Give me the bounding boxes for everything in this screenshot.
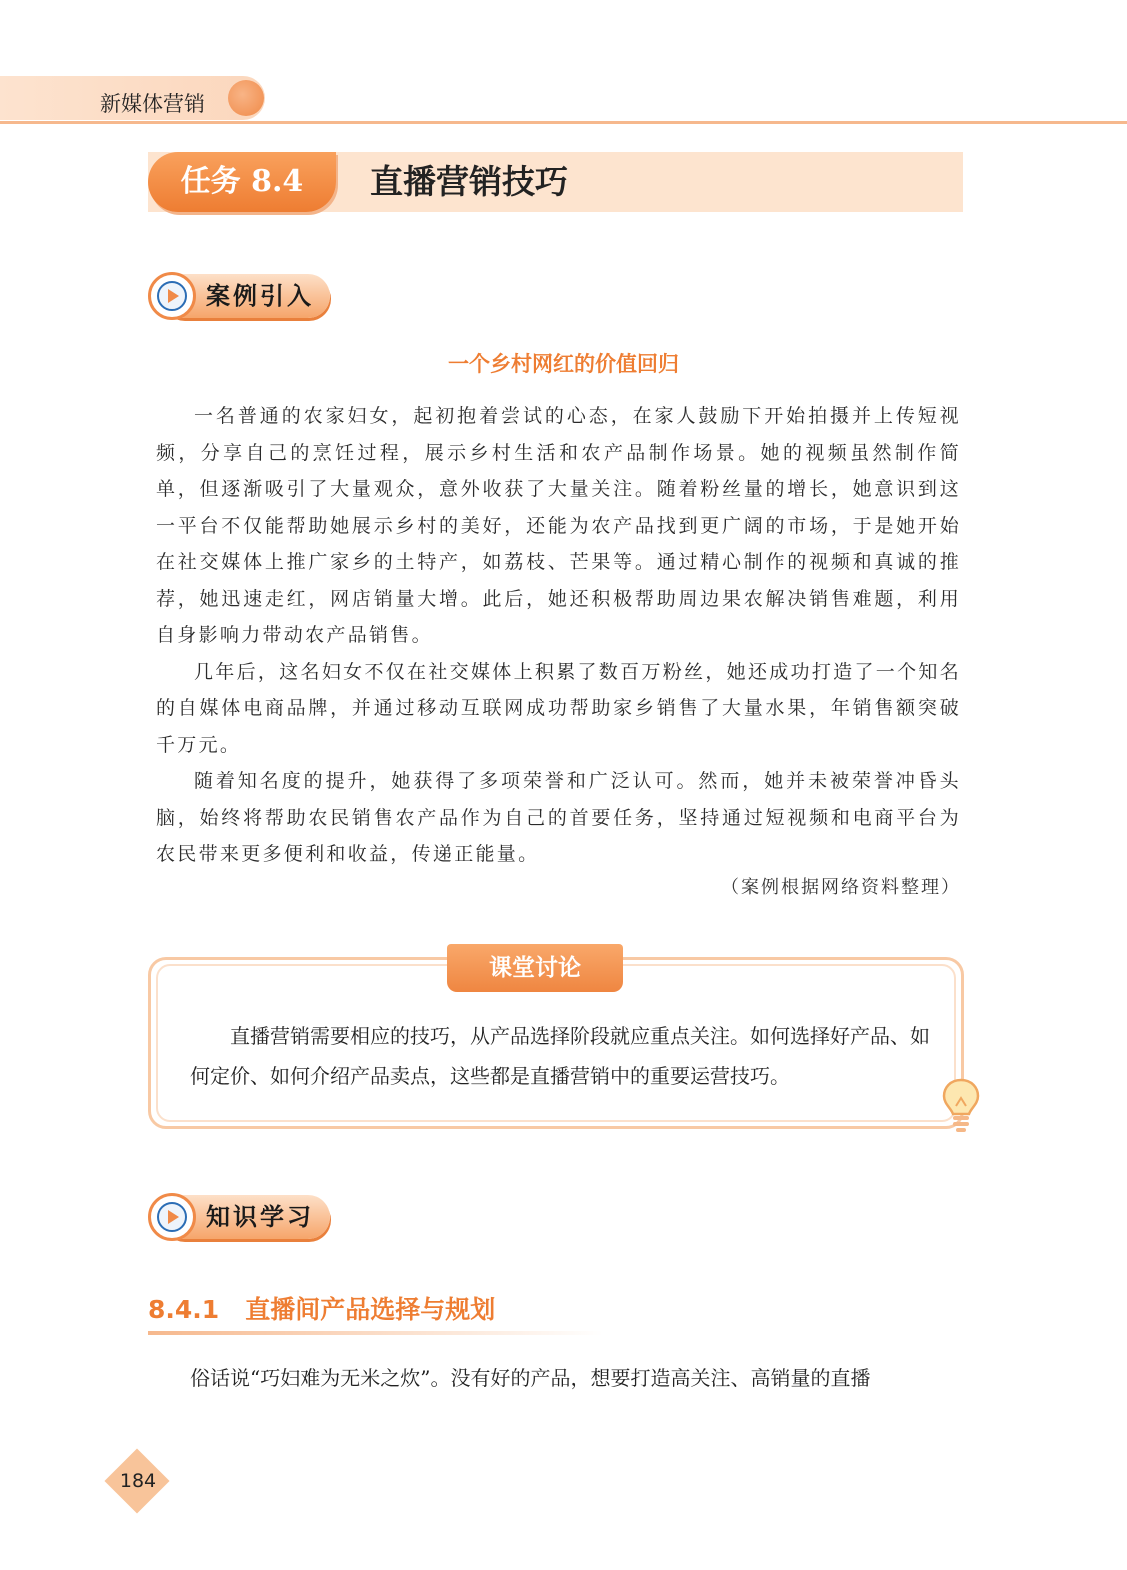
case-title: 一个乡村网红的价值回归 [448, 351, 679, 376]
discussion-paragraph: 直播营销需要相应的技巧，从产品选择阶段就应重点关注。如何选择好产品、如何定价、如何介绍产品卖点，这些都是直播营销中的重要运营技巧。 [190, 1024, 930, 1088]
discussion-tab-label: 课堂讨论 [489, 955, 581, 981]
section-label: 知识学习 [206, 1203, 314, 1231]
page-number: 184 [119, 1470, 157, 1492]
task-label: 任务 8.4 [180, 164, 304, 199]
case-body [156, 398, 961, 873]
task-title: 直播营销技巧 [370, 162, 568, 201]
case-paragraph: 几年后，这名妇女不仅在社交媒体上积累了数百万粉丝，她还成功打造了一个知名的自媒体电商品牌，并通过移动互联网成功帮助家乡销售了大量水果，年销售额突破千万元。 [156, 660, 961, 756]
play-icon [148, 272, 196, 320]
discussion-text [190, 1016, 930, 1096]
subsection-underline [148, 1331, 603, 1335]
case-paragraph: 随着知名度的提升，她获得了多项荣誉和广泛认可。然而，她并未被荣誉冲昏头脑，始终将帮助农民销售农产品作为自己的首要任务，坚持通过短视频和电商平台为农民带来更多便利和收益，传递正能量。 [156, 770, 961, 865]
subsection-number: 8.4.1 [148, 1295, 220, 1324]
body-text: 俗话说“巧妇难为无米之炊”。没有好的产品，想要打造高关注、高销量的直播 [190, 1366, 871, 1390]
play-icon [148, 1193, 196, 1241]
running-header-title: 新媒体营销 [100, 92, 205, 116]
header-circle-decoration [228, 80, 264, 116]
subsection-title: 直播间产品选择与规划 [245, 1295, 496, 1324]
section-label: 案例引入 [206, 282, 314, 310]
case-intro-heading [148, 272, 334, 322]
knowledge-heading [148, 1193, 334, 1243]
subsection-heading [148, 1290, 495, 1326]
header-rule [0, 121, 1127, 124]
case-paragraph: 一名普通的农家妇女，起初抱着尝试的心态，在家人鼓励下开始拍摄并上传短视频，分享自己的烹饪过程，展示乡村生活和农产品制作场景。她的视频虽然制作简单，但逐渐吸引了大量观众，意外收获了大量关注。随着粉丝量的增长，她意识到这一平台不仅能帮助她展示乡村的美好，还能为农产品找到更广阔的市场，于是她开始在社交媒体上推广家乡的土特产，如荔枝、芒果等。通过精心制作的视频和真诚的推荐，她迅速走红，网店销量大增。此后，她还积极帮助周边果农解决销售难题，利用自身影响力带动农产品销售。 [156, 405, 961, 646]
case-source: （案例根据网络资料整理） [721, 877, 961, 898]
lightbulb-icon [940, 1076, 982, 1134]
